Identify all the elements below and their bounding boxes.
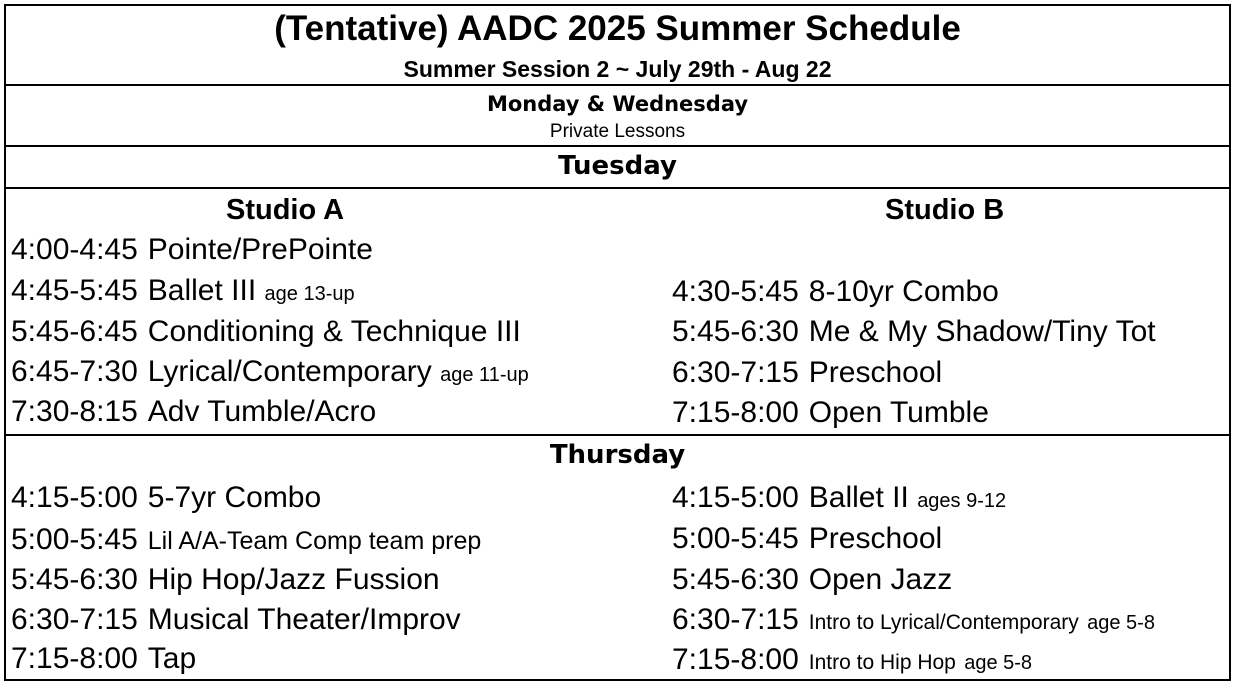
class-time: 5:45-6:30 [11, 563, 138, 596]
class-time: 7:30-8:15 [11, 395, 138, 428]
class-name: Tap [147, 642, 197, 675]
schedule-sheet [4, 4, 1231, 681]
tuesday-studio-a-row [11, 317, 521, 347]
thursday-studio-b-row [672, 605, 1155, 635]
class-name: Pointe/PrePointe [147, 233, 373, 266]
class-name: Me & My Shadow/Tiny Tot [808, 315, 1156, 348]
thursday-studio-a-row [11, 525, 481, 555]
class-time: 6:30-7:15 [672, 356, 799, 389]
class-name: 8-10yr Combo [808, 275, 999, 308]
class-age-note: ages 9-12 [917, 490, 1007, 512]
class-name: Preschool [808, 356, 943, 389]
class-time: 6:30-7:15 [672, 603, 799, 636]
tuesday-studio-b-row [672, 277, 999, 307]
class-time: 5:45-6:45 [11, 315, 138, 348]
class-name: Lyrical/Contemporary [147, 355, 432, 388]
class-name: Adv Tumble/Acro [147, 395, 377, 428]
class-name: Lil A/A-Team Comp team prep [147, 527, 482, 555]
class-age-note: age 5-8 [964, 652, 1033, 674]
class-time: 5:00-5:45 [11, 523, 138, 556]
tuesday-studio-b-row [672, 358, 942, 388]
thursday-studio-a-row [11, 644, 196, 674]
class-time: 6:45-7:30 [11, 355, 138, 388]
thursday-studio-b-row [672, 524, 942, 554]
studio-a-heading: Studio A [226, 194, 345, 226]
class-name: Ballet III [147, 274, 257, 307]
class-age-note: age 13-up [264, 283, 355, 305]
class-time: 5:45-6:30 [672, 315, 799, 348]
tuesday-studio-a-row [11, 357, 529, 387]
tuesday-studio-b-row [672, 317, 1156, 347]
class-age-note: age 11-up [440, 364, 529, 386]
class-name: Open Tumble [808, 396, 989, 429]
tuesday-heading: Tuesday [558, 151, 677, 181]
thursday-studio-a-row [11, 565, 440, 595]
class-time: 4:15-5:00 [672, 481, 799, 514]
class-time: 4:45-5:45 [11, 274, 138, 307]
class-age-note: age 5-8 [1087, 612, 1155, 634]
divider [6, 84, 1229, 86]
monday-wednesday-heading: Monday & Wednesday [486, 92, 749, 116]
class-time: 4:15-5:00 [11, 481, 138, 514]
class-name: Musical Theater/Improv [147, 603, 461, 636]
tuesday-studio-b-row [672, 398, 989, 428]
thursday-studio-b-row [672, 565, 952, 595]
private-lessons-note: Private Lessons [549, 121, 686, 142]
class-name: Ballet II [808, 481, 909, 514]
class-name: Hip Hop/Jazz Fussion [147, 563, 440, 596]
class-name: Preschool [808, 522, 943, 555]
studio-b-heading: Studio B [885, 194, 1005, 226]
tuesday-studio-a-row [11, 235, 373, 265]
class-time: 7:15-8:00 [11, 642, 138, 675]
class-time: 4:30-5:45 [672, 275, 799, 308]
divider [6, 434, 1229, 436]
divider [6, 145, 1229, 147]
schedule-title: (Tentative) AADC 2025 Summer Schedule [274, 9, 961, 48]
class-name: 5-7yr Combo [147, 481, 322, 514]
class-time: 5:00-5:45 [672, 522, 799, 555]
thursday-studio-b-row [672, 645, 1032, 675]
class-name: Intro to Hip Hop [808, 651, 956, 674]
divider [6, 187, 1229, 189]
thursday-studio-a-row [11, 483, 321, 513]
class-name: Intro to Lyrical/Contemporary [808, 611, 1079, 634]
class-time: 6:30-7:15 [11, 603, 138, 636]
session-subtitle: Summer Session 2 ~ July 29th - Aug 22 [403, 56, 832, 82]
class-time: 7:15-8:00 [672, 396, 799, 429]
class-time: 7:15-8:00 [672, 643, 799, 676]
tuesday-studio-a-row [11, 276, 355, 306]
thursday-studio-b-row [672, 483, 1006, 513]
tuesday-studio-a-row [11, 397, 376, 427]
class-time: 5:45-6:30 [672, 563, 799, 596]
class-name: Conditioning & Technique III [147, 315, 521, 348]
thursday-studio-a-row [11, 605, 461, 635]
class-name: Open Jazz [808, 563, 953, 596]
thursday-heading: Thursday [549, 440, 686, 470]
class-time: 4:00-4:45 [11, 233, 138, 266]
